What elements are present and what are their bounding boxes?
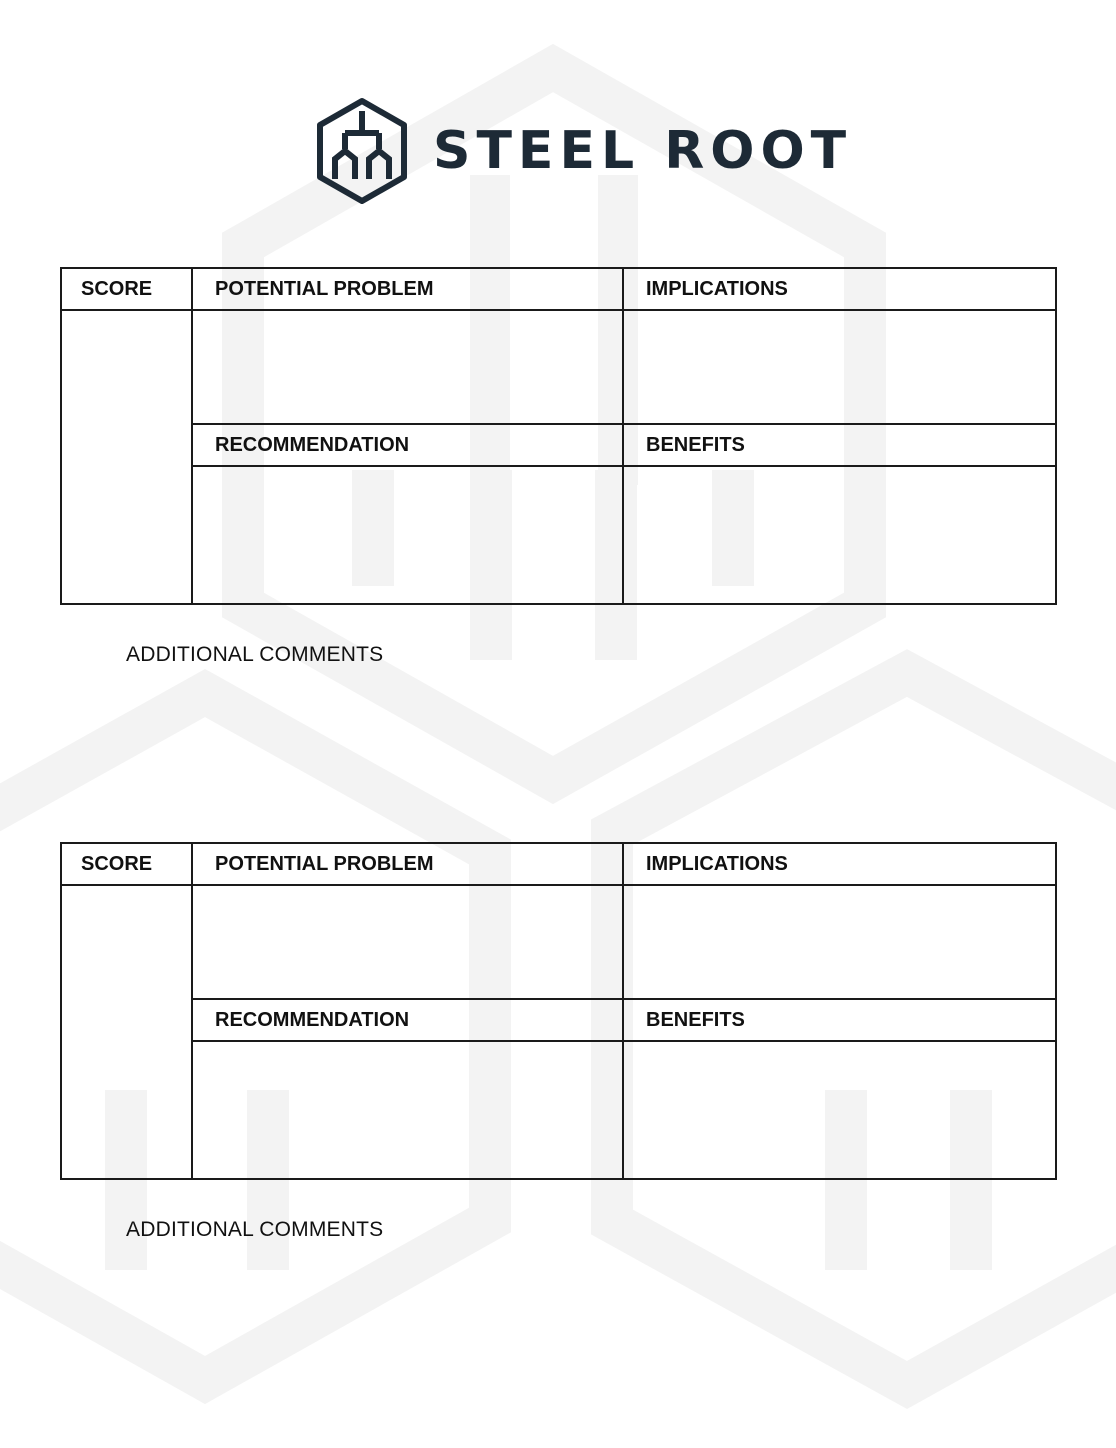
potential-problem-header: POTENTIAL PROBLEM: [192, 843, 623, 885]
hexagon-root-icon: [315, 97, 409, 205]
score-header: SCORE: [61, 843, 192, 885]
recommendation-header: RECOMMENDATION: [192, 424, 623, 466]
benefits-header: BENEFITS: [623, 424, 1056, 466]
review-table: [60, 267, 1057, 605]
review-table: [60, 842, 1057, 1180]
potential-problem-cell[interactable]: [192, 885, 623, 999]
potential-problem-cell[interactable]: [192, 310, 623, 424]
implications-header: IMPLICATIONS: [623, 268, 1056, 310]
brand-name: STEEL ROOT: [433, 121, 853, 181]
brand-logo: [315, 97, 852, 205]
benefits-header: BENEFITS: [623, 999, 1056, 1041]
additional-comments-label: ADDITIONAL COMMENTS: [126, 1218, 384, 1241]
additional-comments-label: ADDITIONAL COMMENTS: [126, 643, 384, 666]
benefits-cell[interactable]: [623, 1041, 1056, 1179]
potential-problem-header: POTENTIAL PROBLEM: [192, 268, 623, 310]
implications-cell[interactable]: [623, 885, 1056, 999]
review-form-1: [60, 267, 1055, 605]
implications-cell[interactable]: [623, 310, 1056, 424]
recommendation-cell[interactable]: [192, 466, 623, 604]
score-cell[interactable]: [61, 885, 192, 1179]
implications-header: IMPLICATIONS: [623, 843, 1056, 885]
recommendation-cell[interactable]: [192, 1041, 623, 1179]
review-form-2: [60, 842, 1055, 1180]
score-header: SCORE: [61, 268, 192, 310]
benefits-cell[interactable]: [623, 466, 1056, 604]
recommendation-header: RECOMMENDATION: [192, 999, 623, 1041]
score-cell[interactable]: [61, 310, 192, 604]
